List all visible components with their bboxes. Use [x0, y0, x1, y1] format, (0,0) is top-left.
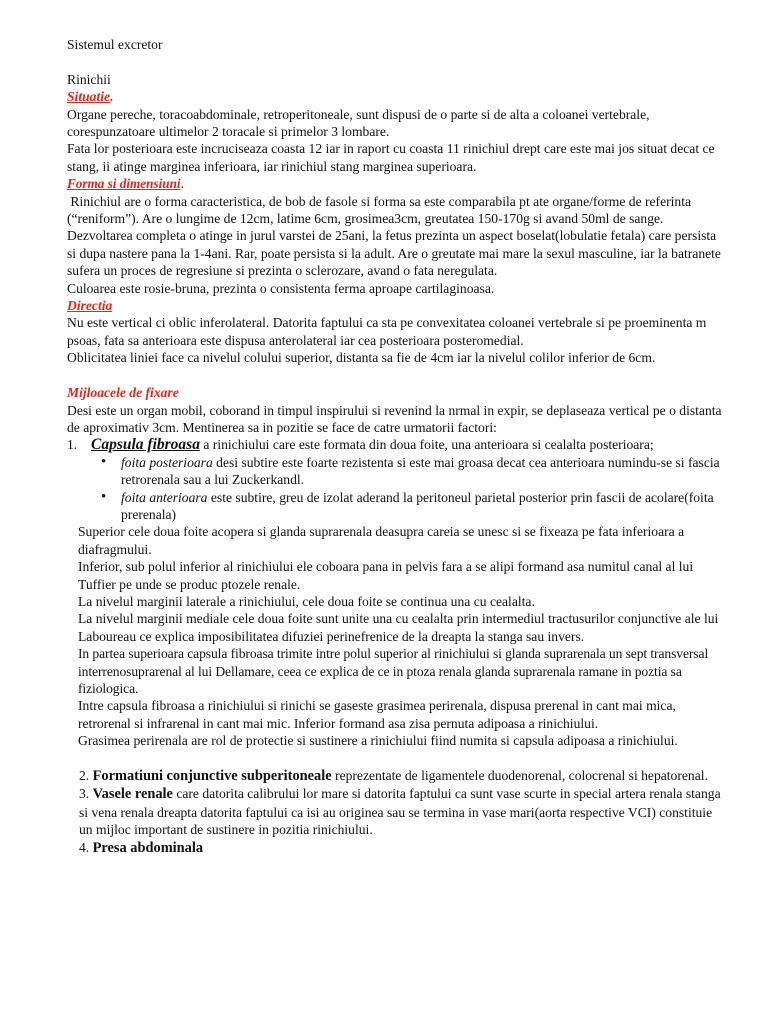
- list-item-1: [67, 436, 727, 453]
- capsula-paragraph: In partea superioara capsula fibroasa trimite intre polul superior al rinichiului si glanda suprarenala un sept transversal interrenosuprarenal al lui Dellamare, ceea ce explica de ce in ptoza renala glanda suprarenala ramane in poztia sa fiziologica.: [78, 646, 709, 696]
- formatiuni-text: reprezentate de ligamentele duodenorenal, colocrenal si hepatorenal.: [331, 768, 708, 784]
- list-number-4: 4.: [79, 839, 93, 855]
- section-heading-directia: [67, 297, 727, 314]
- document-subtitle: Rinichii: [67, 71, 111, 87]
- directia-paragraph-1: Nu este vertical ci oblic inferolateral. Datorita faptului ca sta pe convexitatea coloanei vertebrale si pe proeminenta m psoas, fata sa anterioara este dispusa anterolateral iar cea posterioara posteromedial.: [67, 315, 707, 348]
- fixare-intro: Desi este un organ mobil, coborand in timpul inspirului si revenind la nrmal in expir, se deplaseaza vertical pe o distanta de aproximativ 3cm. Mentinerea sa in pozitie se face de catre urmatorii factori:: [67, 402, 722, 435]
- list-number-2: 2.: [79, 768, 93, 784]
- heading-forma-punct: .: [180, 176, 185, 192]
- spacer: [67, 53, 727, 70]
- spacer: [67, 750, 727, 767]
- forma-paragraph-2: Dezvoltarea completa o atinge in jurul varstei de 25ani, la fetus prezinta un aspect boselat(lobulatie fetala) care persista si dupa nastere pana la 1-4ani. Rar, poate persista si la adult. Are o greutate mai mare la sexul masculine, iar la batranete sufera un proces de regresiune si prezinta o sclerozare, avand o fata neregulata.: [67, 228, 721, 279]
- section-heading-situatie: [67, 88, 727, 105]
- remaining-items: [67, 767, 727, 857]
- spacer: [67, 367, 727, 384]
- forma-paragraph-3: Culoarea este rosie-bruna, prezinta o consistenta ferma aproape cartilaginoasa.: [67, 280, 495, 296]
- heading-forma-text: Forma si dimensiuni: [67, 176, 181, 192]
- presa-abdominala-title: Presa abdominala: [92, 839, 204, 856]
- list-number-1: 1.: [67, 437, 78, 453]
- capsula-paragraph: Inferior, sub polul inferior al rinichiului ele coboara pana in pelvis fara a se alipi formand asa numitul canal al lui Tuffier pe unde se produc ptozele renale.: [78, 559, 694, 592]
- heading-situatie-text: Situatie: [67, 89, 111, 105]
- heading-directia-text: Directia: [67, 298, 113, 314]
- section-heading-forma: [67, 175, 727, 192]
- document-body: [67, 36, 727, 857]
- document-title: Sistemul excretor: [67, 37, 163, 52]
- bullet-foita-posterioara: [101, 454, 727, 489]
- capsula-paragraph: Intre capsula fibroasa a rinichiului si rinichi se gaseste grasimea perirenala, dispusa prerenal in cant mai mica, retrorenal si infrarenal in cant mai mic. Inferior formand asa zisa pernuta adipoasa a rinichiului.: [78, 698, 676, 731]
- situatie-paragraph-1: Organe pereche, toracoabdominale, retroperitoneale, sunt dispusi de o parte si de alta a coloanei vertebrale, corespunzatoare ultimelor 2 toracale si primelor 3 lombare.: [67, 106, 650, 140]
- forma-paragraph-1: Rinichiul are o forma caracteristica, de bob de fasole si forma sa este comparabila pt ate organe/forme de referinta (“reniform”). Are o lungime de 12cm, latime 6cm, grosimea3cm, greutatea 150-170g si avand 50ml de sange.: [67, 193, 695, 227]
- heading-situatie-punct: .: [110, 89, 114, 105]
- capsula-paragraph: La nivelul marginii laterale a rinichiului, cele doua foite se continua una cu cealalta.: [78, 593, 535, 609]
- bullet-text: desi subtire este foarte rezistenta si este mai groasa decat cea anterioara numindu-se si fascia retrorenala sau a lui Zuckerkandl.: [121, 454, 720, 488]
- capsula-paragraph: La nivelul marginii mediale cele doua foite sunt unite una cu cealalta prin intermediul tractusurilor conjunctive ale lui Laboureau ce explica imposibilitatea difuziei perinefrenice de la dreapta la stanga sau invers.: [78, 611, 719, 644]
- vasele-renale-text: care datorita calibrului lor mare si datorita faptului ca sunt vase scurte in special artera renala stanga si vena renala dreapta datorita faptului ca isi au originea sau se termina in vase mari(aorta respective VCI) constituie un mijloc important de sustinere in pozitia rinichiului.: [79, 786, 721, 838]
- vasele-renale-title: Vasele renale: [92, 786, 173, 803]
- list-item-2: [79, 767, 727, 785]
- capsula-paragraphs: [67, 523, 727, 749]
- bullet-term: foita anterioara: [121, 489, 208, 505]
- capsula-paragraph: Superior cele doua foite acopera si glanda suprarenala deasupra careia se unesc si se fixeaza pe fata inferioara a diafragmului.: [78, 524, 685, 557]
- situatie-paragraph-2: Fata lor posterioara este incruciseaza coasta 12 iar in raport cu coasta 11 rinichiul drept care este mai jos situat decat ce stang, ii atinge marginea inferioara, iar rinichiul stang marginea superioara.: [67, 141, 715, 174]
- bullet-term: foita posterioara: [121, 454, 213, 470]
- capsula-fibroasa-text: a rinichiului care este formata din doua foite, una anterioara si cealalta posterioara;: [199, 437, 654, 453]
- formatiuni-title: Formatiuni conjunctive subperitoneale: [92, 768, 332, 785]
- capsula-paragraph: Grasimea perirenala are rol de protectie si sustinere a rinichiului fiind numita si capsula adipoasa a rinichiului.: [78, 733, 678, 749]
- bullet-foita-anterioara: [101, 489, 727, 524]
- list-item-4: [79, 839, 727, 857]
- bullet-text: este subtire, greu de izolat aderand la peritoneul parietal posterior prin fascii de acolare(foita prerenala): [121, 489, 714, 522]
- capsula-fibroasa-title: Capsula fibroasa: [91, 436, 200, 454]
- foite-bullet-list: [67, 454, 727, 524]
- directia-paragraph-2: Oblicitatea liniei face ca nivelul colului superior, distanta sa fie de 4cm iar la nivelul colilor inferior de 6cm.: [67, 350, 656, 366]
- heading-fixare-text: Mijloacele de fixare: [67, 385, 179, 401]
- list-item-3: [79, 785, 727, 838]
- section-heading-fixare: [67, 384, 727, 401]
- list-number-3: 3.: [79, 786, 93, 802]
